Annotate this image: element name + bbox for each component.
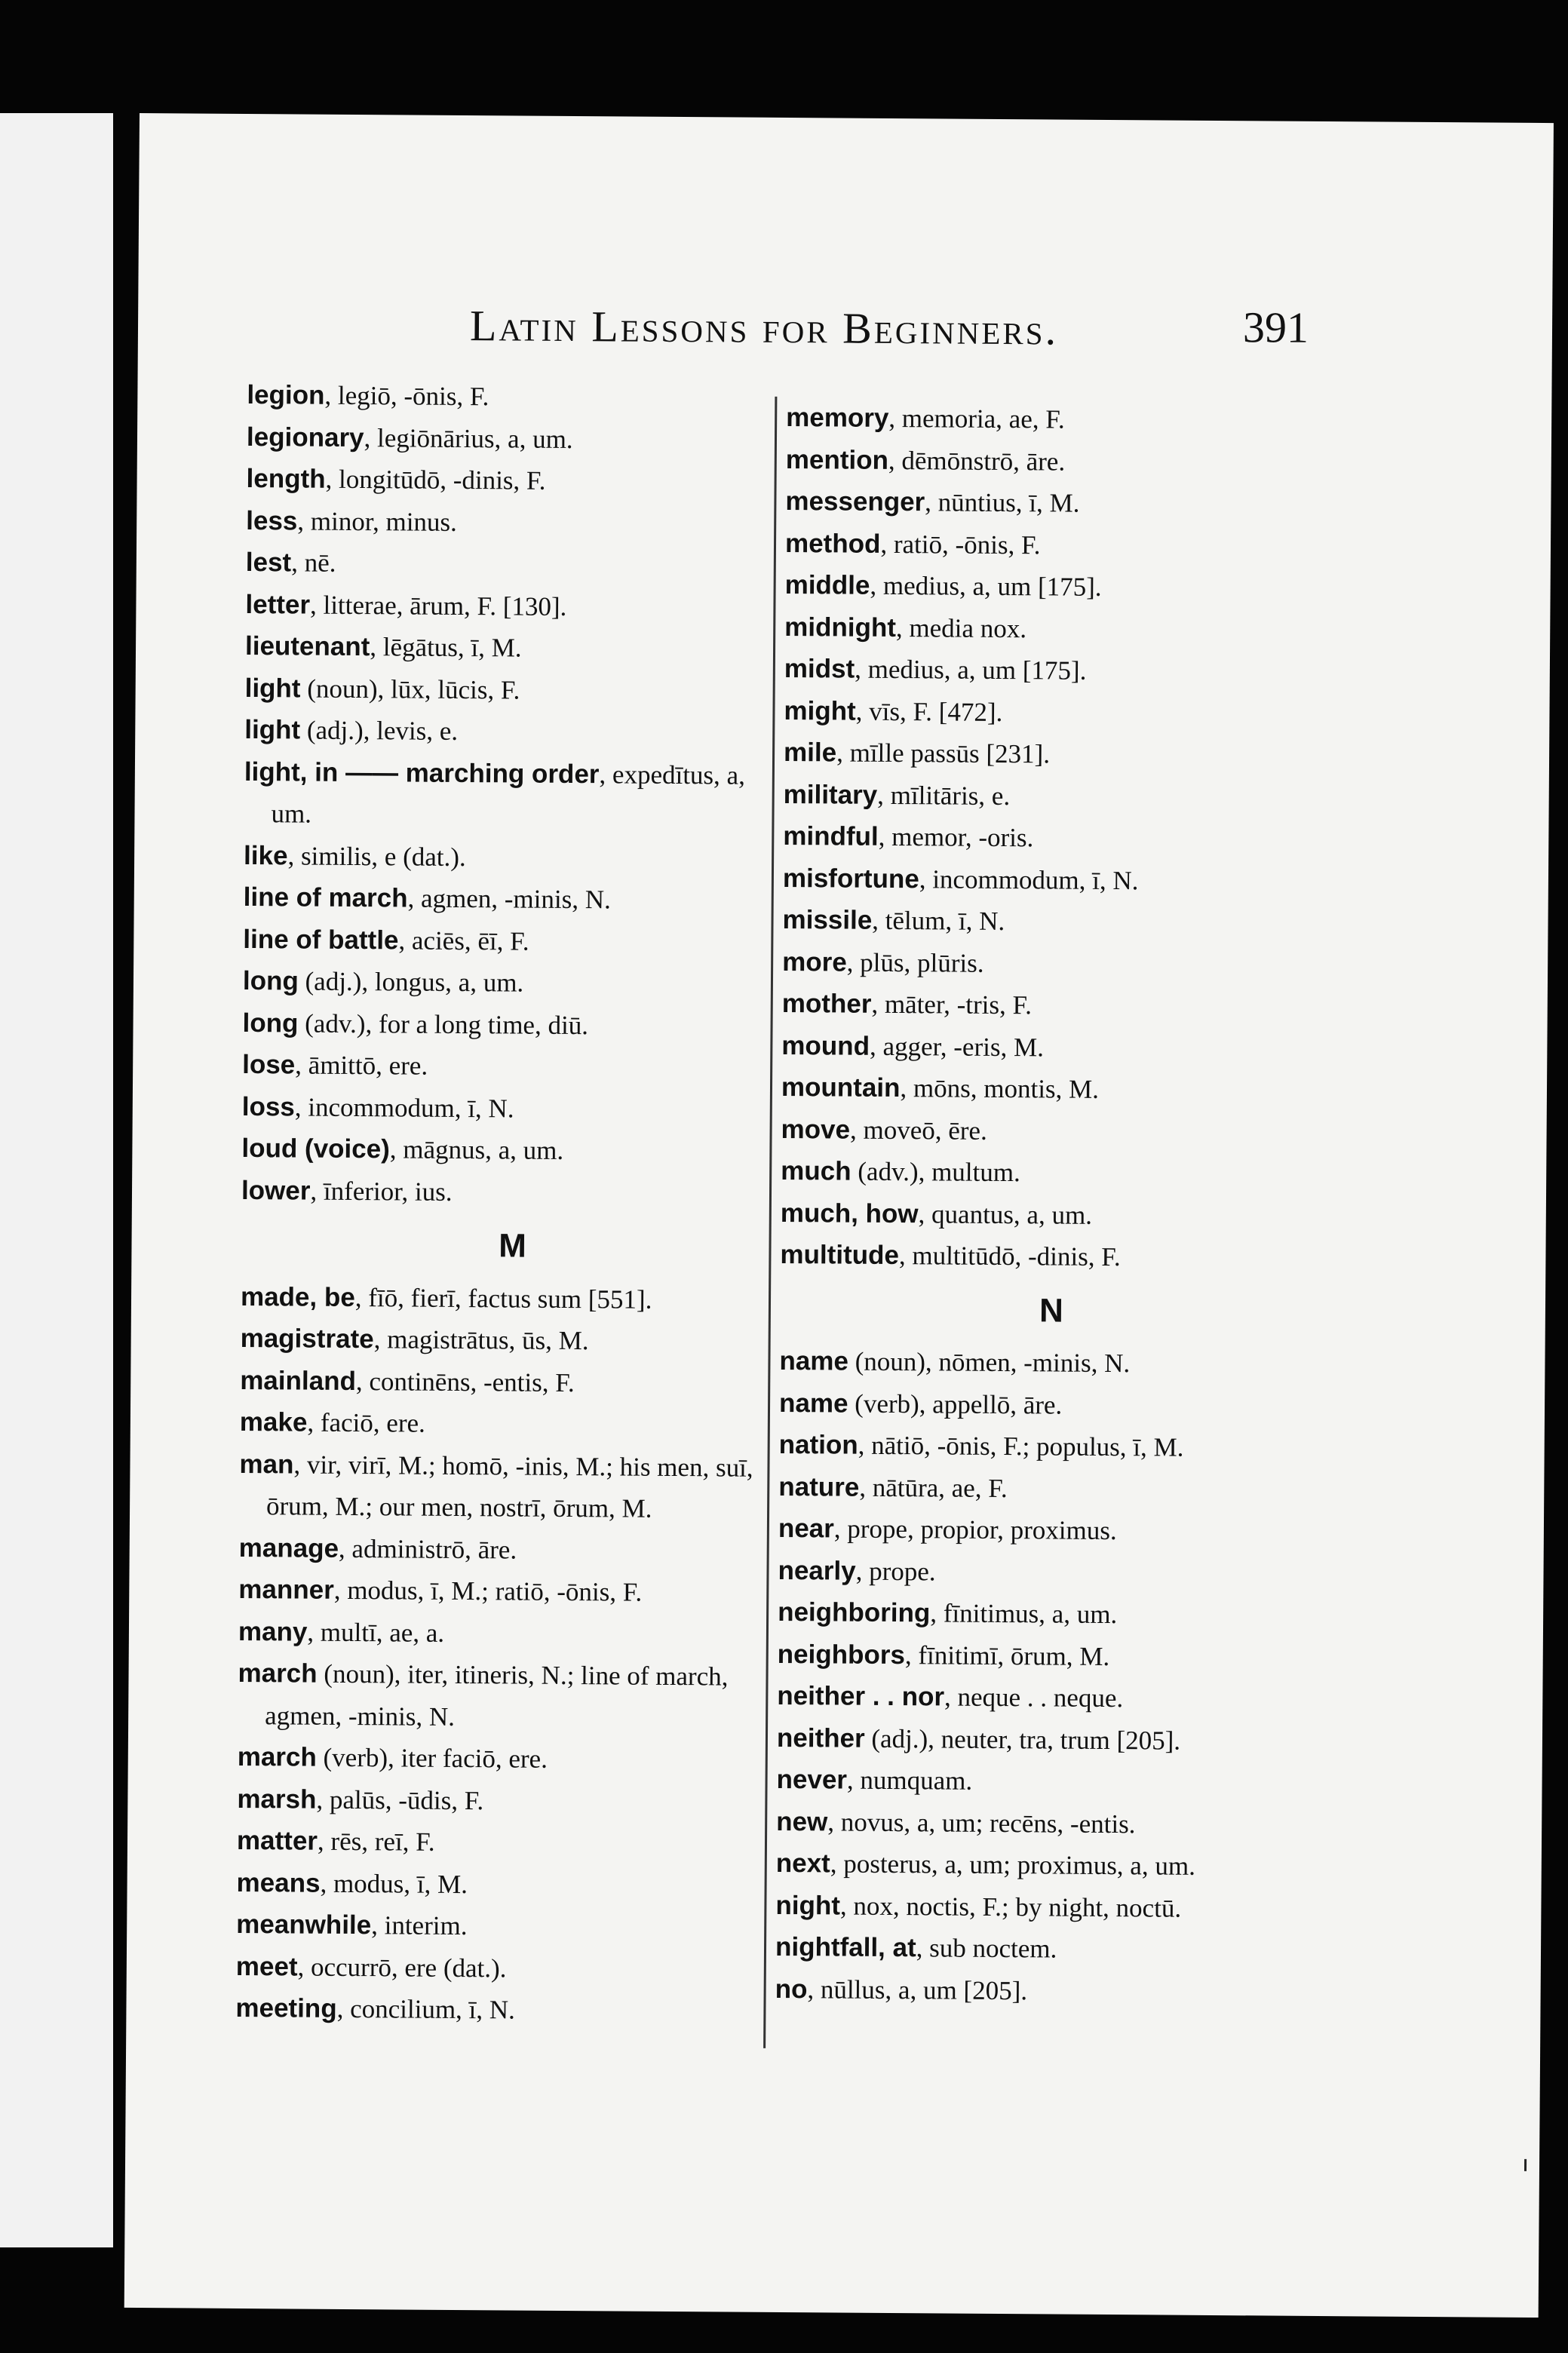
entry-headword: legionary (246, 422, 364, 452)
dictionary-entry (239, 1526, 782, 1572)
dictionary-entry (778, 1508, 1321, 1554)
dictionary-entry (237, 1820, 780, 1866)
entry-definition: , plūs, plūris. (846, 947, 984, 978)
entry-definition: , administrō, āre. (338, 1533, 517, 1565)
entry-headword: mother (781, 988, 872, 1019)
entry-definition: , multī, ae, a. (307, 1617, 445, 1648)
dictionary-entry (240, 1359, 783, 1405)
entry-definition: , nātūra, ae, F. (859, 1472, 1008, 1503)
entry-definition: , legiō, -ōnis, F. (324, 380, 489, 412)
dictionary-entry (236, 1904, 779, 1950)
dictionary-entry (784, 689, 1327, 735)
entry-headword: might (784, 695, 856, 726)
entry-definition: (adv.), multum. (851, 1156, 1020, 1188)
entry-definition: , mīlitāris, e. (877, 780, 1011, 811)
entry-definition: , minor, minus. (297, 505, 458, 537)
entry-headword: long (242, 965, 299, 996)
dictionary-entry (777, 1716, 1320, 1762)
entry-headword: less (246, 505, 298, 535)
entry-definition: , ratiō, -ōnis, F. (880, 529, 1041, 560)
entry-definition: , continēns, -entis, F. (355, 1366, 575, 1397)
entry-definition: , agger, -eris, M. (869, 1031, 1045, 1062)
entry-headword: loud (voice) (241, 1133, 390, 1164)
entry-definition: , expedītus, a, um. (271, 759, 746, 829)
entry-definition: , memoria, ae, F. (888, 403, 1065, 434)
dictionary-entry (245, 625, 788, 671)
dictionary-entry (247, 374, 790, 420)
entry-headword: night (775, 1890, 841, 1921)
section-letter-n: N (1039, 1291, 1064, 1330)
dictionary-entry (242, 1085, 785, 1131)
entry-definition: , faciō, ere. (307, 1407, 425, 1438)
entry-definition: , memor, -oris. (878, 821, 1034, 853)
entry-definition: , incommodum, ī, N. (919, 864, 1139, 895)
entry-headword: nature (778, 1471, 860, 1502)
entries-m-left (235, 1275, 784, 2032)
dictionary-entry (776, 1842, 1319, 1888)
entry-headword: line of battle (243, 924, 399, 955)
dictionary-entry (246, 541, 789, 587)
running-header: Latin Lessons for Beginners. (469, 301, 1059, 354)
left-column (235, 374, 790, 2032)
dictionary-entry (241, 1169, 784, 1215)
entry-headword: name (778, 1388, 848, 1419)
entry-definition: , fīō, fierī, factus sum [551]. (354, 1282, 652, 1315)
entry-headword: march (237, 1741, 317, 1772)
dictionary-entry (775, 1884, 1318, 1930)
entry-headword: never (776, 1764, 848, 1795)
dictionary-entry (782, 940, 1325, 986)
entry-definition: , mōns, montis, M. (900, 1073, 1100, 1104)
entry-definition: , modus, ī, M. (320, 1868, 468, 1899)
dictionary-entry (782, 899, 1325, 945)
dictionary-entry (239, 1443, 783, 1530)
dictionary-entry (781, 1192, 1324, 1238)
entry-definition: , concilium, ī, N. (336, 1993, 516, 2025)
dictionary-entry (238, 1610, 781, 1656)
entry-headword: nearly (778, 1555, 856, 1586)
dictionary-entry (779, 1424, 1322, 1470)
entry-definition: , legiōnārius, a, um. (364, 422, 573, 454)
dictionary-entry (778, 1549, 1321, 1595)
dictionary-entry (237, 1778, 780, 1824)
dictionary-entry (778, 1633, 1321, 1679)
entry-definition: , posterus, a, um; proximus, a, um. (830, 1848, 1196, 1881)
entry-headword: near (778, 1513, 834, 1544)
entry-definition: , nox, noctis, F.; by night, noctū. (839, 1891, 1182, 1923)
entry-definition: , fīnitimus, a, um. (930, 1598, 1118, 1630)
dictionary-entry (785, 522, 1328, 568)
entry-headword: make (239, 1407, 308, 1437)
entry-definition: (verb), iter faciō, ere. (316, 1742, 548, 1774)
entry-headword: misfortune (782, 863, 919, 894)
entry-definition: , numquam. (846, 1765, 973, 1796)
entry-headword: lieutenant (244, 630, 370, 662)
entry-headword: meeting (235, 1993, 337, 2023)
entry-headword: neighbors (777, 1639, 906, 1670)
entry-definition: , āmittō, ere. (295, 1050, 428, 1081)
entry-headword: nightfall, at (775, 1931, 916, 1963)
entry-headword: messenger (785, 486, 925, 517)
entries-n (775, 1340, 1322, 2014)
entry-headword: middle (784, 569, 870, 600)
entry-definition: , nūntius, ī, M. (925, 487, 1080, 518)
entry-definition: , litterae, ārum, F. [130]. (309, 590, 567, 621)
entry-headword: length (246, 464, 326, 494)
entry-headword: line of march (243, 882, 408, 913)
entry-headword: missile (782, 904, 873, 935)
entry-headword: march (238, 1658, 318, 1689)
dictionary-entry (778, 1591, 1321, 1637)
dictionary-entry (783, 857, 1326, 903)
entry-definition: , novus, a, um; recēns, -entis. (827, 1806, 1136, 1839)
dictionary-entry (786, 438, 1329, 484)
entry-definition: , incommodum, ī, N. (294, 1091, 514, 1123)
entry-definition: , tēlum, ī, N. (872, 905, 1005, 937)
entry-headword: light (244, 714, 301, 745)
dictionary-entry (781, 1150, 1324, 1196)
dictionary-entry (778, 1465, 1321, 1511)
dictionary-entry (246, 458, 789, 504)
adjacent-page-edge (0, 113, 113, 2247)
dictionary-entry (241, 1275, 784, 1321)
entry-headword: lose (242, 1049, 296, 1080)
entry-definition: , similis, e (dat.). (287, 840, 466, 872)
entry-definition: , moveō, ēre. (849, 1115, 987, 1146)
entry-headword: man (239, 1449, 294, 1479)
dictionary-entry (238, 1569, 781, 1615)
dictionary-entry (245, 583, 788, 629)
entry-headword: mention (785, 444, 889, 475)
entry-definition: , fīnitimī, ōrum, M. (904, 1640, 1110, 1671)
entry-definition: , palūs, -ūdis, F. (316, 1784, 484, 1815)
entry-headword: mainland (240, 1365, 357, 1396)
entry-headword: nation (778, 1429, 858, 1460)
entry-definition: (adj.), levis, e. (300, 715, 459, 746)
dictionary-entry (782, 983, 1325, 1029)
dictionary-entry (240, 1318, 783, 1364)
dictionary-entry (779, 1340, 1322, 1386)
dictionary-entry (236, 1945, 779, 1991)
dictionary-entry (779, 1382, 1322, 1428)
entry-definition: , multitūdō, -dinis, F. (898, 1241, 1121, 1272)
entry-definition: , modus, ī, M.; ratiō, -ōnis, F. (333, 1575, 643, 1607)
dictionary-entry (784, 564, 1327, 610)
entry-headword: lest (245, 547, 292, 578)
entry-definition: , māter, -tris, F. (871, 989, 1033, 1020)
entry-definition: , sub noctem. (916, 1933, 1057, 1964)
dictionary-entry (244, 834, 787, 880)
dictionary-entry (777, 1675, 1320, 1721)
entry-definition: , quantus, a, um. (918, 1198, 1093, 1230)
entry-definition: , neque . . neque. (944, 1682, 1124, 1713)
dictionary-entry (246, 499, 789, 545)
dictionary-entry (244, 750, 787, 838)
dictionary-entry (781, 1108, 1324, 1154)
entry-headword: neither . . nor (777, 1680, 945, 1712)
entry-headword: midst (784, 653, 855, 684)
entry-headword: matter (236, 1825, 318, 1856)
entry-headword: meet (235, 1951, 298, 1982)
dictionary-entry (244, 876, 787, 922)
entry-headword: letter (245, 589, 311, 620)
entry-definition: , aciēs, ēī, F. (398, 925, 529, 956)
entry-definition: , lēgātus, ī, M. (370, 632, 522, 663)
dictionary-entry (242, 1002, 785, 1048)
entry-headword: military (783, 779, 878, 810)
right-column (775, 397, 1329, 2014)
entry-headword: much, how (780, 1198, 919, 1229)
entry-headword: long (242, 1008, 299, 1038)
dictionary-entry (238, 1736, 781, 1782)
entry-headword: loss (241, 1091, 295, 1121)
entry-headword: more (782, 946, 847, 977)
dictionary-entry (244, 709, 787, 755)
entry-headword: method (784, 528, 881, 559)
entries-l (241, 374, 790, 1215)
entry-definition: (noun), iter, itineris, N.; line of march, agmen, -minis, N. (265, 1658, 729, 1732)
dictionary-entry (238, 1652, 781, 1740)
entry-headword: move (781, 1114, 851, 1145)
margin-mark (1524, 2159, 1527, 2171)
entry-definition: , vīs, F. [472]. (855, 696, 1003, 727)
dictionary-entry (236, 1861, 779, 1907)
entry-headword: mile (783, 737, 837, 768)
entry-definition: (adv.), for a long time, diū. (298, 1008, 589, 1040)
entry-definition: , longitūdō, -dinis, F. (325, 464, 546, 495)
entry-definition: , māgnus, a, um. (389, 1134, 564, 1165)
entry-definition: , medius, a, um [175]. (855, 654, 1087, 686)
entry-headword: manner (238, 1574, 334, 1605)
entry-headword: mountain (781, 1072, 901, 1103)
entry-headword: legion (247, 380, 325, 410)
dictionary-entry (775, 1968, 1318, 2014)
entry-headword: many (238, 1616, 308, 1647)
entry-definition: , medius, a, um [175]. (870, 570, 1102, 602)
entry-definition: , īnferior, ius. (310, 1176, 453, 1207)
entry-definition: , magistrātus, ūs, M. (373, 1324, 589, 1356)
entry-headword: light (244, 673, 301, 704)
entry-definition: , vir, virī, M.; homō, -inis, M.; his men, suī, ōrum, M.; our men, nostrī, ōrum, M. (265, 1449, 753, 1523)
entry-definition: (noun), nōmen, -minis, N. (848, 1346, 1131, 1379)
entry-headword: lower (241, 1175, 311, 1206)
dictionary-entry (786, 397, 1329, 443)
entry-definition: , nūllus, a, um [205]. (807, 1974, 1028, 2005)
entry-headword: next (775, 1848, 830, 1879)
entry-headword: like (243, 840, 288, 870)
entry-definition: , dēmōnstrō, āre. (888, 445, 1066, 477)
dictionary-entry (241, 1127, 784, 1173)
entry-headword: no (775, 1974, 808, 2004)
entry-headword: mound (781, 1030, 870, 1061)
dictionary-entry (780, 1234, 1323, 1280)
dictionary-entry (243, 960, 786, 1006)
dictionary-entry (784, 648, 1327, 694)
dictionary-entry (783, 815, 1326, 861)
entry-definition: (adj.), neuter, tra, trum [205]. (864, 1723, 1181, 1756)
entry-headword: much (781, 1155, 852, 1186)
entry-headword: meanwhile (236, 1909, 372, 1940)
page-number: 391 (1242, 302, 1309, 352)
dictionary-entry (775, 1926, 1318, 1972)
dictionary-entry (776, 1800, 1319, 1846)
dictionary-entry (776, 1759, 1319, 1805)
section-letter-m: M (499, 1227, 527, 1265)
entry-definition: , prope. (855, 1556, 936, 1586)
entry-definition: , interim. (371, 1910, 468, 1941)
entry-headword: neither (776, 1723, 865, 1753)
dictionary-entry (247, 416, 790, 462)
entry-headword: mindful (783, 821, 879, 851)
entry-definition: , nātiō, -ōnis, F.; populus, ī, M. (858, 1430, 1184, 1462)
dictionary-entry (784, 732, 1327, 778)
dictionary-entry (243, 918, 786, 964)
entry-headword: marsh (237, 1784, 317, 1815)
entry-definition: , nē. (291, 548, 336, 578)
entry-headword: manage (238, 1532, 339, 1563)
entry-definition: , agmen, -minis, N. (407, 883, 611, 915)
dictionary-entry (244, 667, 787, 713)
entry-definition: , media nox. (895, 612, 1027, 643)
dictionary-entry (784, 606, 1327, 652)
entry-headword: multitude (780, 1239, 900, 1271)
entry-definition: , mīlle passūs [231]. (836, 738, 1051, 769)
dictionary-entry (781, 1066, 1324, 1112)
entries-m-right (780, 397, 1329, 1279)
entry-definition: (verb), appellō, āre. (848, 1388, 1063, 1420)
entry-headword: memory (786, 402, 889, 433)
entry-headword: new (776, 1806, 828, 1836)
entry-headword: name (779, 1345, 849, 1376)
dictionary-entry (242, 1044, 785, 1090)
entry-definition: (adj.), longus, a, um. (298, 966, 524, 998)
entry-definition: , prope, propior, proximus. (833, 1514, 1117, 1546)
entry-definition: , occurrō, ere (dat.). (297, 1952, 507, 1983)
entry-headword: neighboring (778, 1597, 931, 1628)
dictionary-entry (235, 1987, 778, 2033)
dictionary-entry (784, 773, 1327, 819)
entry-headword: midnight (784, 612, 897, 643)
dictionary-page (124, 113, 1554, 2318)
entry-definition: , rēs, reī, F. (317, 1826, 435, 1857)
dictionary-entry (240, 1401, 783, 1447)
entry-headword: made, be (240, 1281, 355, 1312)
entry-headword: magistrate (240, 1323, 374, 1354)
entry-definition: (noun), lūx, lūcis, F. (300, 673, 520, 705)
entry-headword: means (236, 1867, 321, 1898)
dictionary-entry (785, 480, 1328, 526)
dictionary-entry (781, 1024, 1324, 1070)
entry-headword: light, in —— marching order (244, 756, 600, 789)
